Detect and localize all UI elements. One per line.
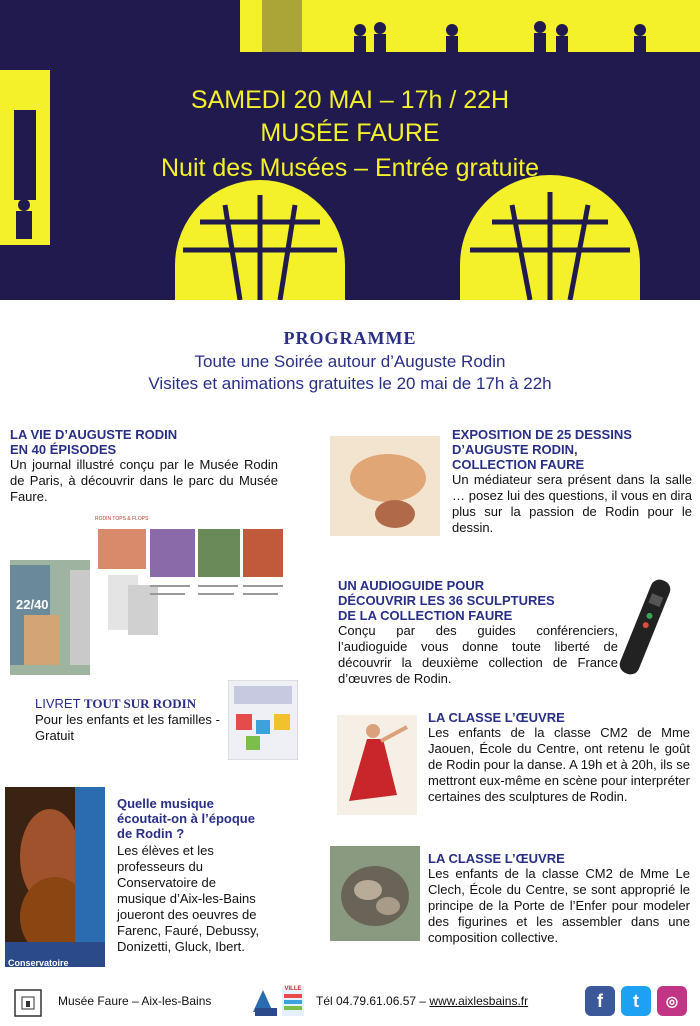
- exposition-text: Un médiateur sera présent dans la salle … posez lui des questions, il vous en dira plus sur la passion de Rodin pour le dessin.: [452, 472, 692, 535]
- footer-contact: [316, 994, 528, 1008]
- classe2-title: LA CLASSE L’ŒUVRE: [428, 851, 565, 866]
- hero-venue: MUSÉE FAURE: [260, 119, 440, 147]
- conservatoire-label: Conservatoire: [8, 958, 69, 968]
- section-classe-2: [428, 851, 690, 946]
- hero-artwork: [0, 0, 700, 300]
- livret-bold: TOUT SUR RODIN: [83, 696, 197, 711]
- hero-event: Nuit des Musées – Entrée gratuite: [161, 154, 539, 182]
- twitter-icon[interactable]: t: [621, 986, 651, 1016]
- livret-prefix: LIVRET: [35, 696, 84, 711]
- classe1-title: LA CLASSE L’ŒUVRE: [428, 710, 565, 725]
- section-exposition: [452, 427, 692, 536]
- hero-banner: [0, 0, 700, 300]
- footer-museum: Musée Faure – Aix-les-Bains: [58, 994, 212, 1008]
- hero-date: SAMEDI 20 MAI – 17h / 22H: [190, 86, 510, 114]
- section-classe-1: [428, 710, 690, 805]
- classe2-text: Les enfants de la classe CM2 de Mme Le Clech, École du Centre, se sont approprié le principe de la Porte de l’Enfer pour modeler des figurines et les assembler dans une composition collective.: [428, 866, 690, 945]
- conservatoire-poster: [5, 787, 105, 967]
- journal-panel-number: 22/40: [16, 597, 49, 612]
- livret-text: Pour les enfants et les familles - Gratuit: [35, 712, 220, 743]
- section-audioguide: [338, 578, 618, 687]
- audioguide-title-3: DE LA COLLECTION FAURE: [338, 608, 513, 623]
- footer-phone: Tél 04.79.61.06.57 –: [316, 994, 430, 1008]
- programme-subtitle-1: Toute une Soirée autour d’Auguste Rodin: [194, 352, 506, 371]
- classe1-text: Les enfants de la classe CM2 de Mme Jaouen, École du Centre, ont retenu le goût de Rodin pour la danse. A 19h et à 20h, ils se mettront eux-même en scène pour interpréter certaines des sculptures de Rodin.: [428, 725, 690, 804]
- museum-logo-icon: [14, 989, 42, 1017]
- facebook-icon[interactable]: f: [585, 986, 615, 1016]
- ville-badge: [282, 986, 304, 1016]
- exposition-title-3: COLLECTION FAURE: [452, 457, 585, 472]
- livret-cover-image: [228, 680, 298, 760]
- programme-title: PROGRAMME: [283, 328, 417, 348]
- vie-title-2: EN 40 ÉPISODES: [10, 442, 117, 457]
- audioguide-title-2: DÉCOUVRIR LES 36 SCULPTURES: [338, 593, 555, 608]
- audioguide-text: Conçu par des guides conférenciers, l’audioguide vous donne toute liberté de découvrir la deuxième collection de France d’œuvres de Rodin.: [338, 623, 618, 686]
- audioguide-title-1: UN AUDIOGUIDE POUR: [338, 578, 485, 593]
- journal-illustration: [10, 515, 290, 675]
- ville-badge-label: VILLE: [284, 986, 302, 992]
- classe1-drawing: [337, 715, 417, 815]
- musique-title: Quelle musique écoutait-on à l’époque de Rodin ?: [117, 796, 255, 841]
- audioguide-device-image: [615, 575, 675, 680]
- section-musique: [117, 796, 267, 955]
- livret-heading: [35, 696, 220, 712]
- classe2-sculpture-image: [330, 846, 420, 941]
- aix-logo-icon: [251, 986, 279, 1018]
- section-vie-rodin: [10, 427, 278, 505]
- section-livret: [35, 696, 220, 744]
- programme-subtitle-2: Visites et animations gratuites le 20 mai de 17h à 22h: [148, 374, 552, 393]
- journal-thumb-header: RODIN TOPS & FLOPS: [95, 516, 149, 522]
- exposition-title-1: EXPOSITION DE 25 DESSINS: [452, 427, 632, 442]
- exposition-drawing: [330, 436, 440, 536]
- musique-text: Les élèves et les professeurs du Conservatoire de musique d’Aix-les-Bains joueront des oeuvres de Farenc, Fauré, Debussy, Donizetti, Gluck, Ibert.: [117, 843, 260, 954]
- exposition-title-2: D’AUGUSTE RODIN,: [452, 442, 578, 457]
- footer: [0, 980, 700, 1026]
- vie-text: Un journal illustré conçu par le Musée Rodin de Paris, à découvrir dans le parc du Musée Faure.: [10, 457, 278, 504]
- instagram-icon[interactable]: ◎: [657, 986, 687, 1016]
- vie-title-1: LA VIE D’AUGUSTE RODIN: [10, 427, 178, 442]
- footer-website-link[interactable]: www.aixlesbains.fr: [429, 994, 529, 1008]
